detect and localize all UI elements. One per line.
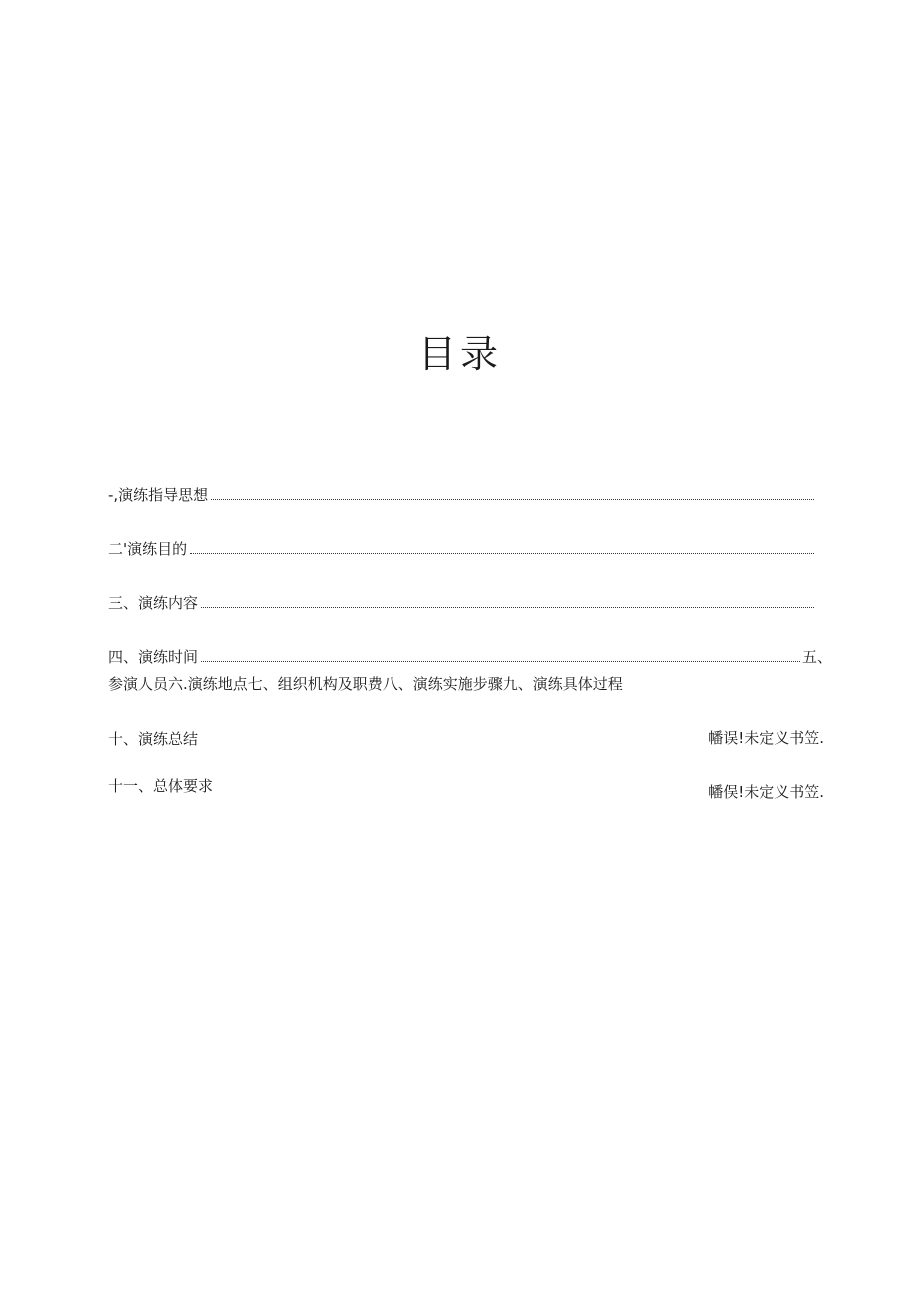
dot-leader bbox=[201, 607, 814, 608]
dot-leader bbox=[190, 553, 814, 554]
toc-entry-label: 十一、总体要求 bbox=[108, 777, 214, 795]
toc-entry-5[interactable] bbox=[108, 674, 623, 694]
toc-entry-4[interactable] bbox=[108, 647, 832, 667]
toc-entry-label: 参演人员六.演练地点七、组织机构及职费八、演练实施步骤九、演练具体过程 bbox=[108, 675, 623, 693]
toc-entry-7[interactable] bbox=[108, 776, 213, 796]
toc-entry-page: 五、 bbox=[801, 648, 832, 666]
toc-entry-label: -,演练指导思想 bbox=[108, 486, 209, 504]
toc-entry-label: 三、演练内容 bbox=[108, 594, 199, 612]
toc-entry-6[interactable] bbox=[108, 729, 198, 749]
toc-entry-label: 二'演练目的 bbox=[108, 540, 188, 558]
toc-entry-label: 四、演练时间 bbox=[108, 648, 199, 666]
toc-entry-2[interactable] bbox=[108, 539, 816, 559]
toc-entry-1[interactable] bbox=[108, 485, 816, 505]
toc-entry-7-error-note: 幡俣!未定义书笠. bbox=[708, 783, 824, 801]
toc-entry-3[interactable] bbox=[108, 593, 816, 613]
toc-entry-label: 十、演练总结 bbox=[108, 730, 199, 748]
dot-leader bbox=[211, 499, 814, 500]
toc-title: 目录 bbox=[417, 332, 502, 376]
toc-entry-6-error-note: 幡误!未定义书笠. bbox=[708, 729, 824, 747]
dot-leader bbox=[201, 661, 800, 662]
